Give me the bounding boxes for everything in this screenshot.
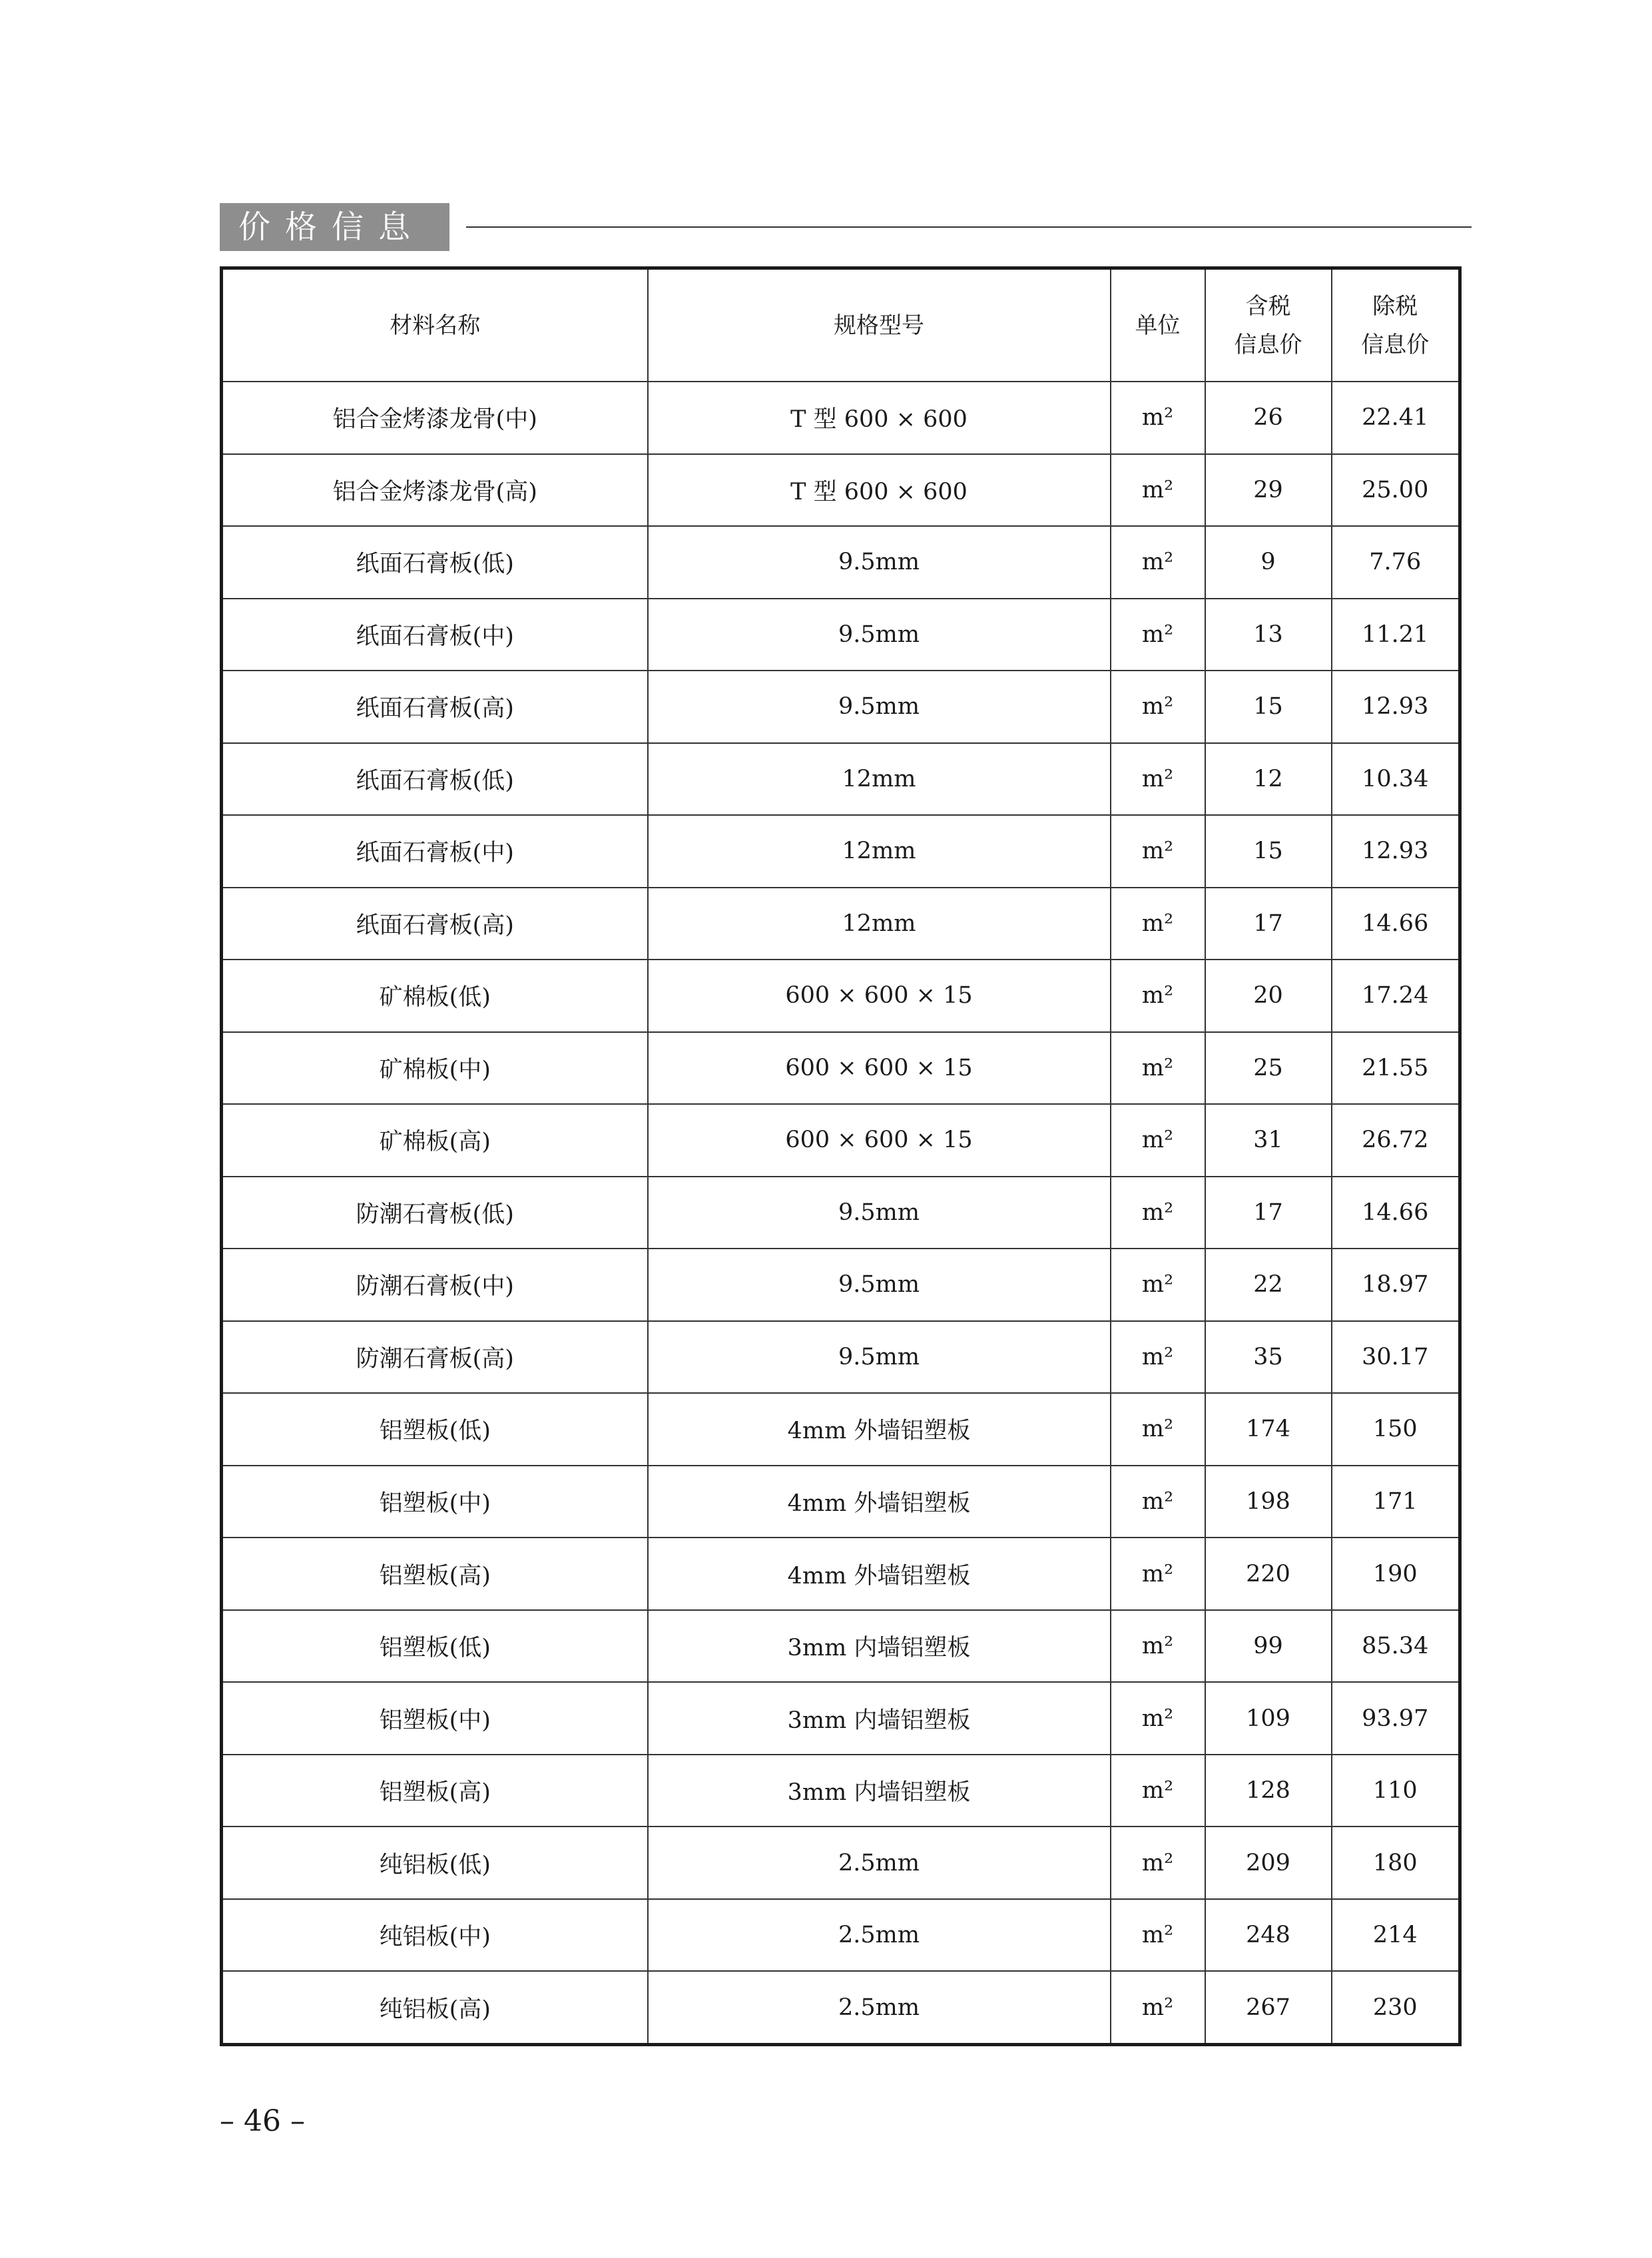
cell-spec: 600 × 600 × 15 [648, 960, 1111, 1032]
cell-price-excl-tax: 190 [1332, 1538, 1460, 1610]
cell-material-name: 纯铝板(低) [222, 1827, 648, 1899]
cell-price-excl-tax: 22.41 [1332, 382, 1460, 454]
cell-material-name: 纸面石膏板(高) [222, 888, 648, 960]
cell-material-name: 铝塑板(中) [222, 1682, 648, 1755]
cell-price-excl-tax: 25.00 [1332, 454, 1460, 527]
cell-price-excl-tax: 93.97 [1332, 1682, 1460, 1755]
column-header-line: 单位 [1135, 312, 1181, 339]
cell-price-incl-tax: 17 [1205, 888, 1332, 960]
cell-price-incl-tax: 35 [1205, 1321, 1332, 1394]
cell-price-excl-tax: 110 [1332, 1755, 1460, 1827]
cell-material-name: 铝合金烤漆龙骨(高) [222, 454, 648, 527]
cell-price-incl-tax: 26 [1205, 382, 1332, 454]
cell-price-incl-tax: 12 [1205, 743, 1332, 816]
cell-price-excl-tax: 30.17 [1332, 1321, 1460, 1394]
cell-material-name: 矿棉板(高) [222, 1104, 648, 1177]
cell-unit: m² [1111, 454, 1205, 527]
table-row [222, 1466, 1460, 1538]
cell-spec: 9.5mm [648, 1321, 1111, 1394]
cell-unit: m² [1111, 960, 1205, 1032]
column-header-unit [1111, 268, 1205, 382]
cell-spec: 4mm 外墙铝塑板 [648, 1393, 1111, 1466]
cell-price-incl-tax: 15 [1205, 671, 1332, 743]
cell-spec: 4mm 外墙铝塑板 [648, 1538, 1111, 1610]
table-header-row [222, 268, 1460, 382]
column-header-line: 规格型号 [834, 312, 924, 339]
cell-material-name: 防潮石膏板(低) [222, 1177, 648, 1249]
cell-price-incl-tax: 17 [1205, 1177, 1332, 1249]
table-row [222, 815, 1460, 888]
cell-price-excl-tax: 214 [1332, 1899, 1460, 1972]
cell-unit: m² [1111, 1032, 1205, 1105]
cell-unit: m² [1111, 743, 1205, 816]
cell-unit: m² [1111, 1827, 1205, 1899]
column-header-line: 信息价 [1234, 331, 1302, 358]
cell-price-incl-tax: 31 [1205, 1104, 1332, 1177]
price-table [220, 266, 1462, 2046]
cell-price-excl-tax: 85.34 [1332, 1610, 1460, 1683]
cell-unit: m² [1111, 1177, 1205, 1249]
cell-unit: m² [1111, 1321, 1205, 1394]
cell-price-incl-tax: 128 [1205, 1755, 1332, 1827]
cell-spec: 2.5mm [648, 1971, 1111, 2044]
cell-unit: m² [1111, 1249, 1205, 1321]
cell-unit: m² [1111, 1899, 1205, 1972]
cell-material-name: 纸面石膏板(低) [222, 526, 648, 599]
cell-material-name: 铝塑板(低) [222, 1610, 648, 1683]
cell-price-incl-tax: 220 [1205, 1538, 1332, 1610]
cell-unit: m² [1111, 815, 1205, 888]
cell-price-incl-tax: 13 [1205, 599, 1332, 671]
cell-spec: 3mm 内墙铝塑板 [648, 1682, 1111, 1755]
cell-price-excl-tax: 17.24 [1332, 960, 1460, 1032]
cell-material-name: 纸面石膏板(低) [222, 743, 648, 816]
table-row [222, 743, 1460, 816]
cell-spec: 12mm [648, 743, 1111, 816]
cell-spec: 9.5mm [648, 1249, 1111, 1321]
cell-spec: 9.5mm [648, 526, 1111, 599]
column-header-line: 除税 [1372, 292, 1418, 320]
cell-unit: m² [1111, 1682, 1205, 1755]
table-row [222, 1249, 1460, 1321]
table-row [222, 454, 1460, 527]
cell-price-excl-tax: 11.21 [1332, 599, 1460, 671]
cell-price-excl-tax: 18.97 [1332, 1249, 1460, 1321]
cell-spec: 4mm 外墙铝塑板 [648, 1466, 1111, 1538]
cell-spec: 3mm 内墙铝塑板 [648, 1755, 1111, 1827]
cell-unit: m² [1111, 1610, 1205, 1683]
cell-unit: m² [1111, 599, 1205, 671]
cell-price-excl-tax: 7.76 [1332, 526, 1460, 599]
table-row [222, 1393, 1460, 1466]
cell-price-excl-tax: 230 [1332, 1971, 1460, 2044]
table-body [222, 382, 1460, 2045]
table-row [222, 671, 1460, 743]
cell-spec: 3mm 内墙铝塑板 [648, 1610, 1111, 1683]
cell-material-name: 铝塑板(高) [222, 1538, 648, 1610]
table-row [222, 1971, 1460, 2044]
cell-spec: 2.5mm [648, 1899, 1111, 1972]
cell-price-incl-tax: 109 [1205, 1682, 1332, 1755]
cell-spec: 9.5mm [648, 1177, 1111, 1249]
cell-price-incl-tax: 174 [1205, 1393, 1332, 1466]
column-header-price-excl-tax [1332, 268, 1460, 382]
cell-spec: 9.5mm [648, 671, 1111, 743]
cell-material-name: 纸面石膏板(中) [222, 815, 648, 888]
cell-spec: T 型 600 × 600 [648, 454, 1111, 527]
section-title: 价格信息 [220, 203, 449, 251]
table-row [222, 1682, 1460, 1755]
table-row [222, 599, 1460, 671]
cell-material-name: 铝塑板(高) [222, 1755, 648, 1827]
cell-price-incl-tax: 15 [1205, 815, 1332, 888]
table-row [222, 526, 1460, 599]
column-header-price-incl-tax [1205, 268, 1332, 382]
cell-unit: m² [1111, 1393, 1205, 1466]
page-number: – 46 – [220, 2104, 305, 2138]
section-rule [466, 226, 1472, 228]
cell-spec: 2.5mm [648, 1827, 1111, 1899]
cell-material-name: 纸面石膏板(高) [222, 671, 648, 743]
cell-price-excl-tax: 12.93 [1332, 815, 1460, 888]
cell-material-name: 防潮石膏板(中) [222, 1249, 648, 1321]
cell-price-excl-tax: 180 [1332, 1827, 1460, 1899]
cell-spec: 9.5mm [648, 599, 1111, 671]
cell-spec: 600 × 600 × 15 [648, 1104, 1111, 1177]
table-row [222, 1610, 1460, 1683]
cell-price-excl-tax: 150 [1332, 1393, 1460, 1466]
cell-material-name: 纯铝板(中) [222, 1899, 648, 1972]
table-row [222, 1755, 1460, 1827]
cell-price-excl-tax: 14.66 [1332, 1177, 1460, 1249]
table-row [222, 1538, 1460, 1610]
cell-spec: 12mm [648, 888, 1111, 960]
cell-material-name: 铝塑板(低) [222, 1393, 648, 1466]
table-row [222, 1177, 1460, 1249]
table-row [222, 1827, 1460, 1899]
table-row [222, 888, 1460, 960]
cell-material-name: 纸面石膏板(中) [222, 599, 648, 671]
cell-material-name: 铝合金烤漆龙骨(中) [222, 382, 648, 454]
cell-price-incl-tax: 20 [1205, 960, 1332, 1032]
cell-price-excl-tax: 26.72 [1332, 1104, 1460, 1177]
cell-unit: m² [1111, 1104, 1205, 1177]
cell-price-excl-tax: 14.66 [1332, 888, 1460, 960]
cell-material-name: 铝塑板(中) [222, 1466, 648, 1538]
cell-price-excl-tax: 21.55 [1332, 1032, 1460, 1105]
cell-price-incl-tax: 25 [1205, 1032, 1332, 1105]
cell-price-incl-tax: 9 [1205, 526, 1332, 599]
table-row [222, 960, 1460, 1032]
cell-price-incl-tax: 267 [1205, 1971, 1332, 2044]
cell-unit: m² [1111, 1538, 1205, 1610]
column-header-line: 材料名称 [390, 312, 481, 339]
cell-spec: 12mm [648, 815, 1111, 888]
cell-price-excl-tax: 10.34 [1332, 743, 1460, 816]
cell-price-excl-tax: 171 [1332, 1466, 1460, 1538]
cell-unit: m² [1111, 888, 1205, 960]
cell-unit: m² [1111, 526, 1205, 599]
table-row [222, 1104, 1460, 1177]
cell-unit: m² [1111, 1466, 1205, 1538]
cell-price-incl-tax: 198 [1205, 1466, 1332, 1538]
cell-price-incl-tax: 209 [1205, 1827, 1332, 1899]
cell-unit: m² [1111, 1971, 1205, 2044]
column-header-line: 信息价 [1361, 331, 1430, 358]
cell-price-incl-tax: 99 [1205, 1610, 1332, 1683]
cell-price-incl-tax: 29 [1205, 454, 1332, 527]
cell-unit: m² [1111, 1755, 1205, 1827]
cell-price-incl-tax: 22 [1205, 1249, 1332, 1321]
cell-material-name: 防潮石膏板(高) [222, 1321, 648, 1394]
cell-spec: 600 × 600 × 15 [648, 1032, 1111, 1105]
cell-price-incl-tax: 248 [1205, 1899, 1332, 1972]
table-row [222, 1899, 1460, 1972]
cell-material-name: 矿棉板(中) [222, 1032, 648, 1105]
cell-unit: m² [1111, 382, 1205, 454]
cell-spec: T 型 600 × 600 [648, 382, 1111, 454]
column-header-line: 含税 [1245, 292, 1291, 320]
section-header [220, 203, 1472, 251]
cell-price-excl-tax: 12.93 [1332, 671, 1460, 743]
table-row [222, 1032, 1460, 1105]
table-row [222, 1321, 1460, 1394]
cell-unit: m² [1111, 671, 1205, 743]
column-header-material-name [222, 268, 648, 382]
cell-material-name: 矿棉板(低) [222, 960, 648, 1032]
column-header-spec [648, 268, 1111, 382]
cell-material-name: 纯铝板(高) [222, 1971, 648, 2044]
table-row [222, 382, 1460, 454]
